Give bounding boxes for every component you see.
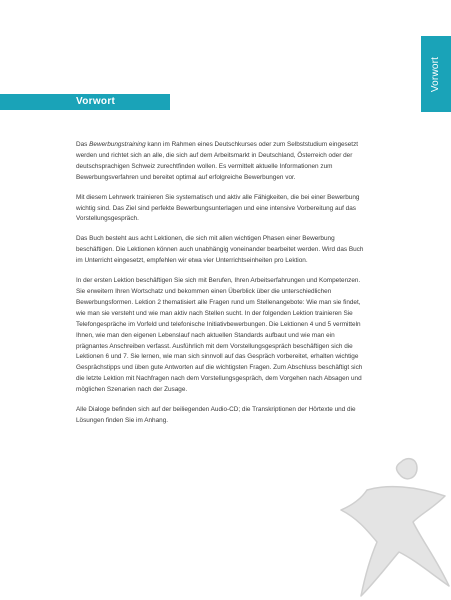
side-tab-label: Vorwort (430, 56, 442, 92)
paragraph-structure: Das Buch besteht aus acht Lektionen, die sich mit allen wichtigen Phasen einer Bewerbung beschäftigen. Die Lektionen können auch unabhängig voneinander bearbeitet werden. Wird das Buch im Unterricht eingesetzt, empfehlen wir etwa vier Unterrichtseinheiten pro Lektion. (76, 235, 364, 265)
paragraph-audio: Alle Dialoge befinden sich auf der beiliegenden Audio-CD; die Transkriptionen der Hörtexte und die Lösungen finden Sie im Anhang. (76, 406, 356, 424)
paragraph-lessons: In der ersten Lektion beschäftigen Sie sich mit Berufen, Ihren Arbeitserfahrungen und Kompetenzen. Sie erweitern Ihren Wortschatz und bekommen einen Überblick über die unterschiedlichen Bewerbungsformen. Lektion 2 thematisiert alle Fragen rund um Stellenangebote: Wie man sie findet, wie man sie versteht und wie man aktiv nach Stellen sucht. In der folgenden Lektion trainieren Sie Telefongespräche im Vorfeld und telefonische Initiativbewerbungen. Die Lektionen 4 und 5 vermitteln Ihnen, wie man den eigenen Lebenslauf nach aktuellen Standards aufbaut und wie man ein prägnantes Anschreiben verfasst. Ausführlich mit dem Vorstellungsgespräch beschäftigen sich die Lektionen 6 und 7. Sie lernen, wie man sich sinnvoll auf das Gespräch vorbereitet, erhalten wichtige Gesprächstipps und üben gute Antworten auf die wichtigsten Fragen. Zum Abschluss beschäftigt sich die letzte Lektion mit Nachfragen nach dem Vorstellungsgespräch, dem Vorgehen nach Absagen und möglichen Szenarien nach der Zusage. (76, 277, 363, 394)
body-text (76, 140, 368, 436)
paragraph-intro-rest: kann im Rahmen eines Deutschkurses oder zum Selbststudium eingesetzt werden und richtet sich an alle, die sich auf dem Arbeitsmarkt in Deutschland, Österreich oder der deutschsprachigen Schweiz zurechtfinden wollen. Es vermittelt aktuelle Informationen zum Bewerbungsverfahren und bereitet optimal auf erfolgreiche Bewerbungen vor. (76, 141, 359, 181)
paragraph-goals: Mit diesem Lehrwerk trainieren Sie systematisch und aktiv alle Fähigkeiten, die bei einer Bewerbung wichtig sind. Das Ziel sind perfekte Bewerbungsunterlagen und eine intensive Vorbereitung auf das Vorstellungsgespräch. (76, 193, 360, 223)
section-header-bar (0, 94, 170, 110)
star-figure-logo-icon (337, 456, 451, 600)
logo-figure-shape (341, 459, 449, 596)
paragraph-intro-lead: Das (76, 141, 90, 148)
page-title: Vorwort (76, 96, 116, 107)
paragraph-intro (76, 140, 368, 184)
book-title-emphasis: Bewerbungstraining (89, 141, 146, 148)
side-tab (421, 36, 451, 112)
